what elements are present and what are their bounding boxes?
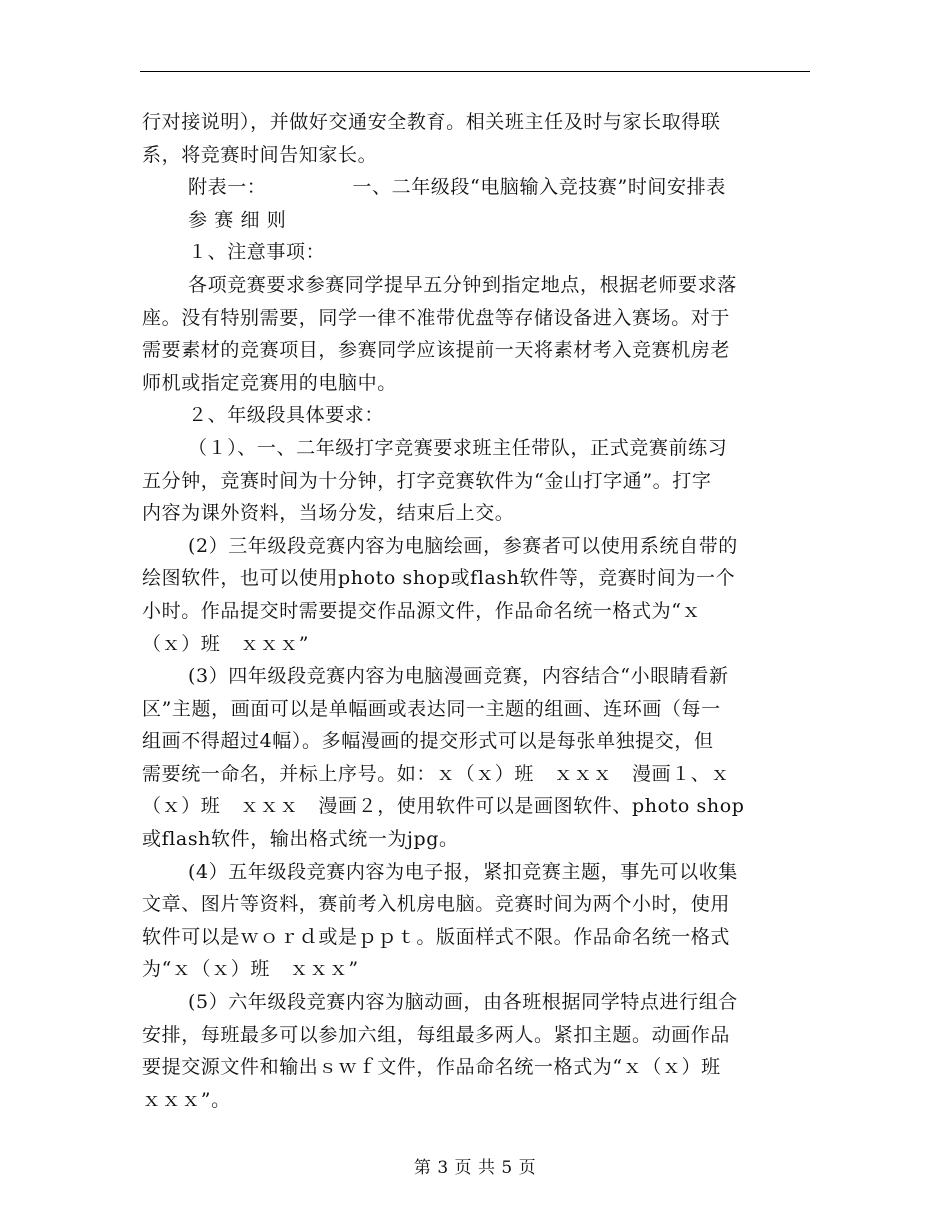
text-line: (3）四年级段竞赛内容为电脑漫画竞赛，内容结合“小眼睛看新: [188, 665, 729, 688]
text-line: 需要素材的竞赛项目，参赛同学应该提前一天将素材考入竞赛机房老: [142, 339, 731, 362]
text-line: （ｘ）班 ｘｘｘ”: [142, 632, 310, 655]
subheading-requirements: ２、年级段具体要求：: [188, 404, 385, 427]
text-line: (2）三年级段竞赛内容为电脑绘画，参赛者可以使用系统自带的: [188, 534, 738, 557]
text-line: 师机或指定竞赛用的电脑中。: [142, 371, 397, 394]
text-line: 软件可以是ｗｏｒｄ或是ｐｐｔ。版面样式不限。作品命名统一格式: [142, 925, 731, 948]
text-line: （ｘ）班 ｘｘｘ 漫画２，使用软件可以是画图软件、photo shop: [142, 795, 745, 818]
text-line: 安排，每班最多可以参加六组，每组最多两人。紧扣主题。动画作品: [142, 1023, 731, 1046]
text-line: 各项竞赛要求参赛同学提早五分钟到指定地点，根据老师要求落: [188, 273, 737, 296]
text-line: (5）六年级段竞赛内容为脑动画，由各班根据同学特点进行组合: [188, 991, 738, 1014]
text-line: 内容为课外资料，当场分发，结束后上交。: [142, 502, 515, 525]
text-line: 五分钟，竞赛时间为十分钟，打字竞赛软件为“金山打字通”。打字: [142, 469, 712, 492]
text-line: 文章、图片等资料，赛前考入机房电脑。竞赛时间为两个小时，使用: [142, 893, 731, 916]
subheading-notes: １、注意事项：: [188, 241, 326, 264]
text-line: 区”主题，画面可以是单幅画或表达同一主题的组画、连环画（每一: [142, 697, 721, 720]
page-number: 第 3 页 共 5 页: [413, 1158, 537, 1178]
text-line: 座。没有特别需要，同学一律不准带优盘等存储设备进入赛场。对于: [142, 306, 731, 329]
text-line: 行对接说明），并做好交通安全教育。相关班主任及时与家长取得联: [142, 111, 721, 133]
text-line: 或flash软件，输出格式统一为jpg。: [142, 828, 459, 851]
header-rule: [140, 71, 810, 72]
attachment-line: [142, 171, 812, 204]
text-line: 绘图软件，也可以使用photo shop或flash软件等，竞赛时间为一个: [142, 567, 736, 590]
attachment-title: 一、二年级段“电脑输入竞技赛”时间安排表: [352, 176, 726, 199]
text-line: 系，将竞赛时间告知家长。: [142, 143, 378, 166]
attachment-label: 附表一：: [188, 176, 267, 199]
text-line: 需要统一命名，并标上序号。如：ｘ（ｘ）班 ｘｘｘ 漫画１、ｘ: [142, 762, 731, 785]
text-line: （１）、一、二年级打字竞赛要求班主任带队，正式竞赛前练习: [188, 436, 728, 459]
text-line: 小时。作品提交时需要提交作品源文件，作品命名统一格式为“ｘ: [142, 599, 702, 622]
text-line: 组画不得超过4幅）。多幅漫画的提交形式可以是每张单独提交，但: [142, 730, 714, 753]
section-heading: 参 赛 细 则: [188, 208, 287, 231]
text-line: (4）五年级段竞赛内容为电子报，紧扣竞赛主题，事先可以收集: [188, 860, 738, 883]
document-body: [142, 106, 812, 1116]
text-line: 为“ｘ（ｘ）班 ｘｘｘ”: [142, 958, 359, 981]
text-line: 要提交源文件和输出ｓｗｆ文件，作品命名统一格式为“ｘ（ｘ）班: [142, 1056, 721, 1079]
text-line: ｘｘｘ”。: [142, 1088, 231, 1111]
